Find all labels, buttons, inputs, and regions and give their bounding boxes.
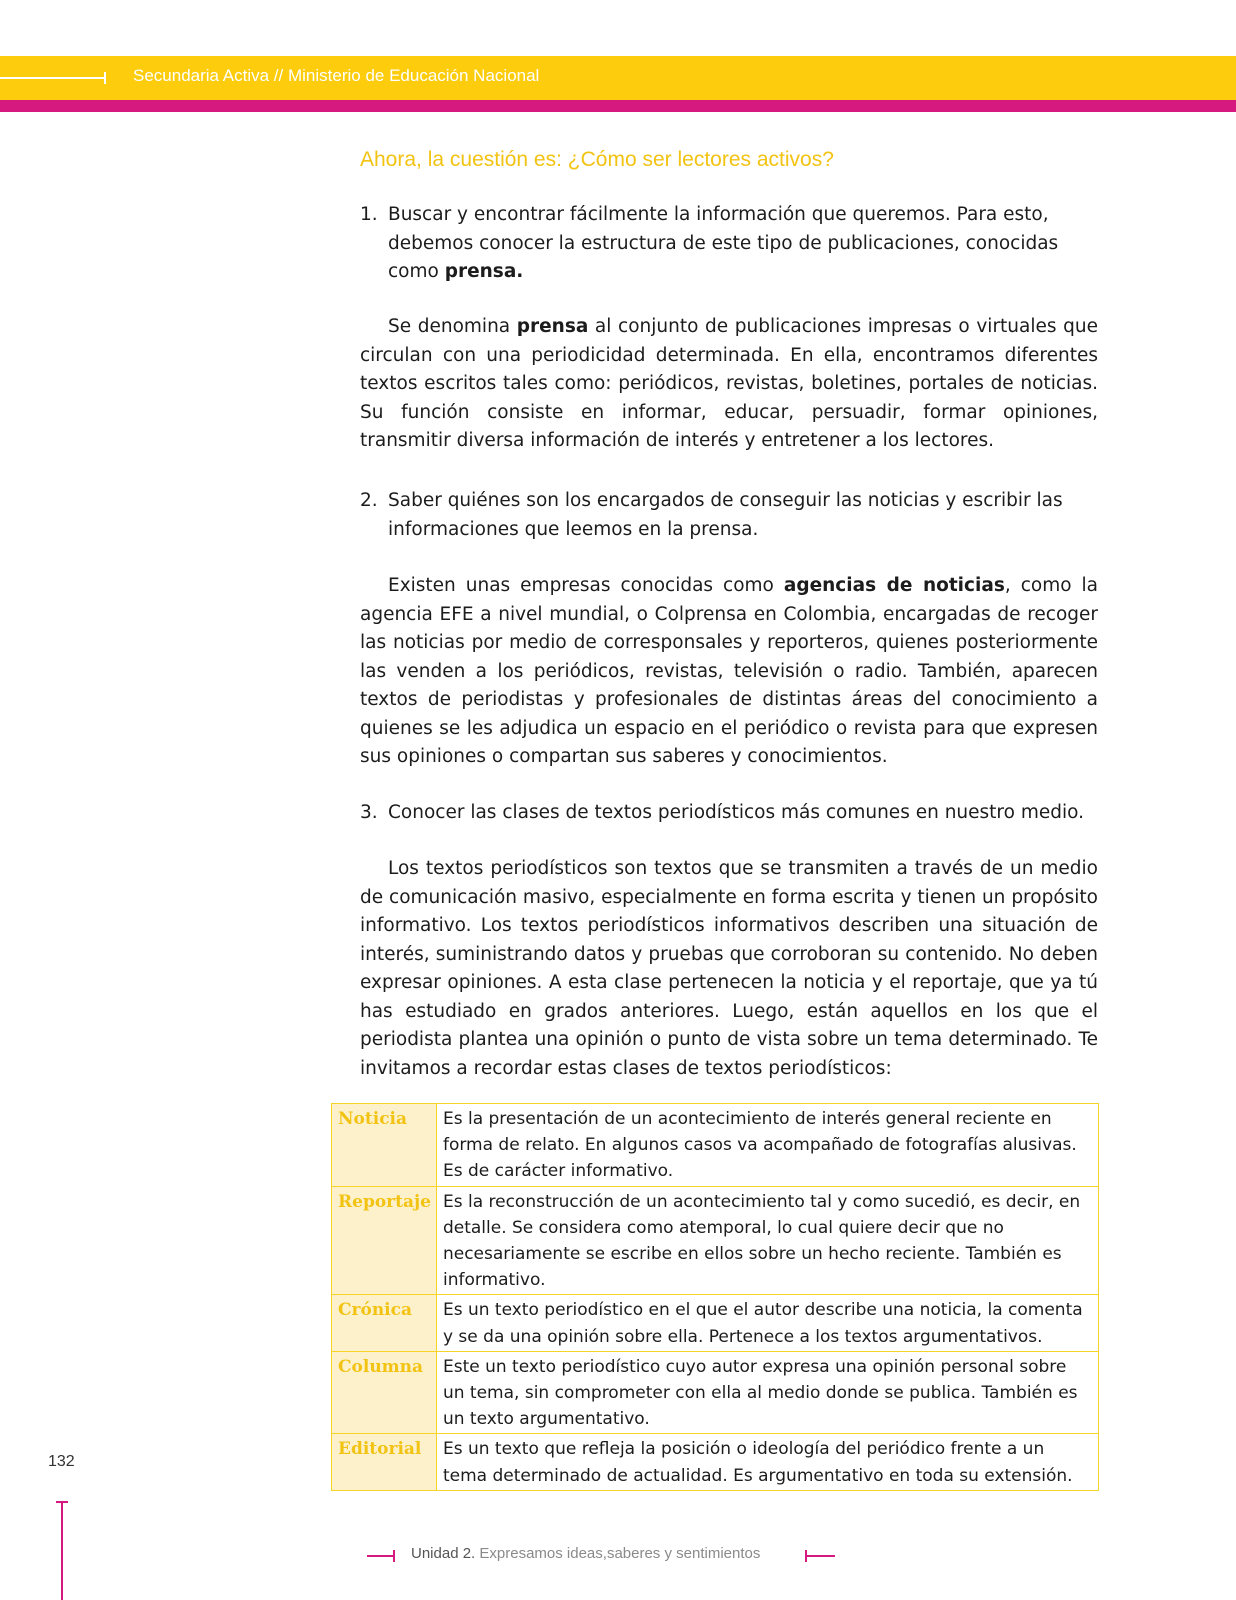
list-item-2 [360,487,1098,544]
paragraph-text: al conjunto de publicaciones impresas o virtuales que circulan con una periodicidad determinada. En ella, encontramos diferentes textos escritos tales como: periódicos, revistas, boletines, portales de noticias. Su función consiste en informar, educar, persuadir, formar opiniones, transmitir diversa información de interés y entretener a los lectores. [360,316,1098,451]
table-definition: Este un texto periodístico cuyo autor expresa una opinión personal sobre un tema, sin comprometer con ella al medio donde se publica. También es un texto argumentativo. [436,1351,1098,1434]
table-row [332,1295,1099,1351]
list-text-bold: prensa. [444,261,524,282]
table-definition: Es un texto que refleja la posición o ideología del periódico frente a un tema determinado de actualidad. Es argumentativo en toda su extensión. [436,1434,1098,1490]
list-item-3 [360,799,1098,828]
table-row [332,1351,1099,1434]
footer [367,1545,837,1565]
header-title: Secundaria Activa // Ministerio de Educación Nacional [133,66,540,85]
paragraph-textos: Los textos periodísticos son textos que se transmiten a través de un medio de comunicación masivo, especialmente en forma escrita y tienen un propósito informativo. Los textos periodísticos informativos describen una situación de interés, suministrando datos y pruebas que corroboran su contenido. No deben expresar opiniones. A esta clase pertenecen la noticia y el reportaje, que ya tú has estudiado en grados anteriores. Luego, están aquellos en los que el periodista plantea una opinión o punto de vista sobre un tema determinado. Te invitamos a recordar estas clases de textos periodísticos: [360,858,1098,1079]
table-term: Crónica [332,1295,437,1351]
footer-rule-right [807,1555,835,1557]
table-row [332,1186,1099,1295]
footer-rule-left [367,1555,393,1557]
bold-term: agencias de noticias [783,575,1005,596]
list-item-1 [360,201,1098,287]
footer-title [411,1545,760,1562]
table-definition: Es un texto periodístico en el que el autor describe una noticia, la comenta y se da una opinión sobre ella. Pertenece a los textos argumentativos. [436,1295,1098,1351]
list-text [388,201,1098,287]
header-accent-stripe [0,100,1236,112]
footer-unit: Unidad 2. [411,1545,476,1562]
paragraph-text: Existen unas empresas conocidas como [388,575,784,596]
list-text: Conocer las clases de textos periodísticos más comunes en nuestro medio. [388,802,1084,823]
paragraph-agencias [360,572,1098,772]
table-row [332,1104,1099,1187]
text-types-table [331,1103,1099,1491]
list-text: Saber quiénes son los encargados de conseguir las noticias y escribir las informaciones que leemos en la prensa. [388,490,1063,540]
table-definition: Es la reconstrucción de un acontecimiento tal y como sucedió, es decir, en detalle. Se considera como atemporal, lo cual quiere decir que no necesariamente se escribe en ellos sobre un hecho reciente. También es informativo. [436,1186,1098,1295]
list-number: 1. [360,204,378,225]
table-term: Columna [332,1351,437,1434]
list-number: 2. [360,490,378,511]
page-number: 132 [48,1453,75,1470]
paragraph-text: , como la agencia EFE a nivel mundial, o Colprensa en Colombia, encargadas de recoger las noticias por medio de corresponsales y reporteros, quienes posteriormente las venden a los periódicos, revistas, televisión o radio. También, aparecen textos de periodistas y profesionales de distintas áreas del conocimiento a quienes se les adjudica un espacio en el periódico o revista para que expresen sus opiniones o compartan sus saberes y conocimientos. [360,575,1098,767]
footer-unit-title: Expresamos ideas,saberes y sentimientos [475,1545,761,1562]
table-term: Reportaje [332,1186,437,1295]
table-row [332,1434,1099,1490]
paragraph-prensa [360,313,1098,456]
list-number: 3. [360,802,378,823]
table-term: Editorial [332,1434,437,1490]
paragraph-text: Se denomina [388,316,517,337]
footer-tick-left [393,1550,395,1562]
list-text-body: Buscar y encontrar fácilmente la información que queremos. Para esto, debemos conocer la estructura de este tipo de publicaciones, conocidas como [388,204,1059,282]
header-rule-tick [104,72,106,84]
header-rule [0,77,104,79]
table-definition: Es la presentación de un acontecimiento de interés general reciente en forma de relato. En algunos casos va acompañado de fotografías alusivas. Es de carácter informativo. [436,1104,1098,1187]
margin-rule [61,1502,63,1600]
bold-term: prensa [516,316,589,337]
section-title: Ahora, la cuestión es: ¿Cómo ser lectores activos? [360,148,834,171]
table-term: Noticia [332,1104,437,1187]
